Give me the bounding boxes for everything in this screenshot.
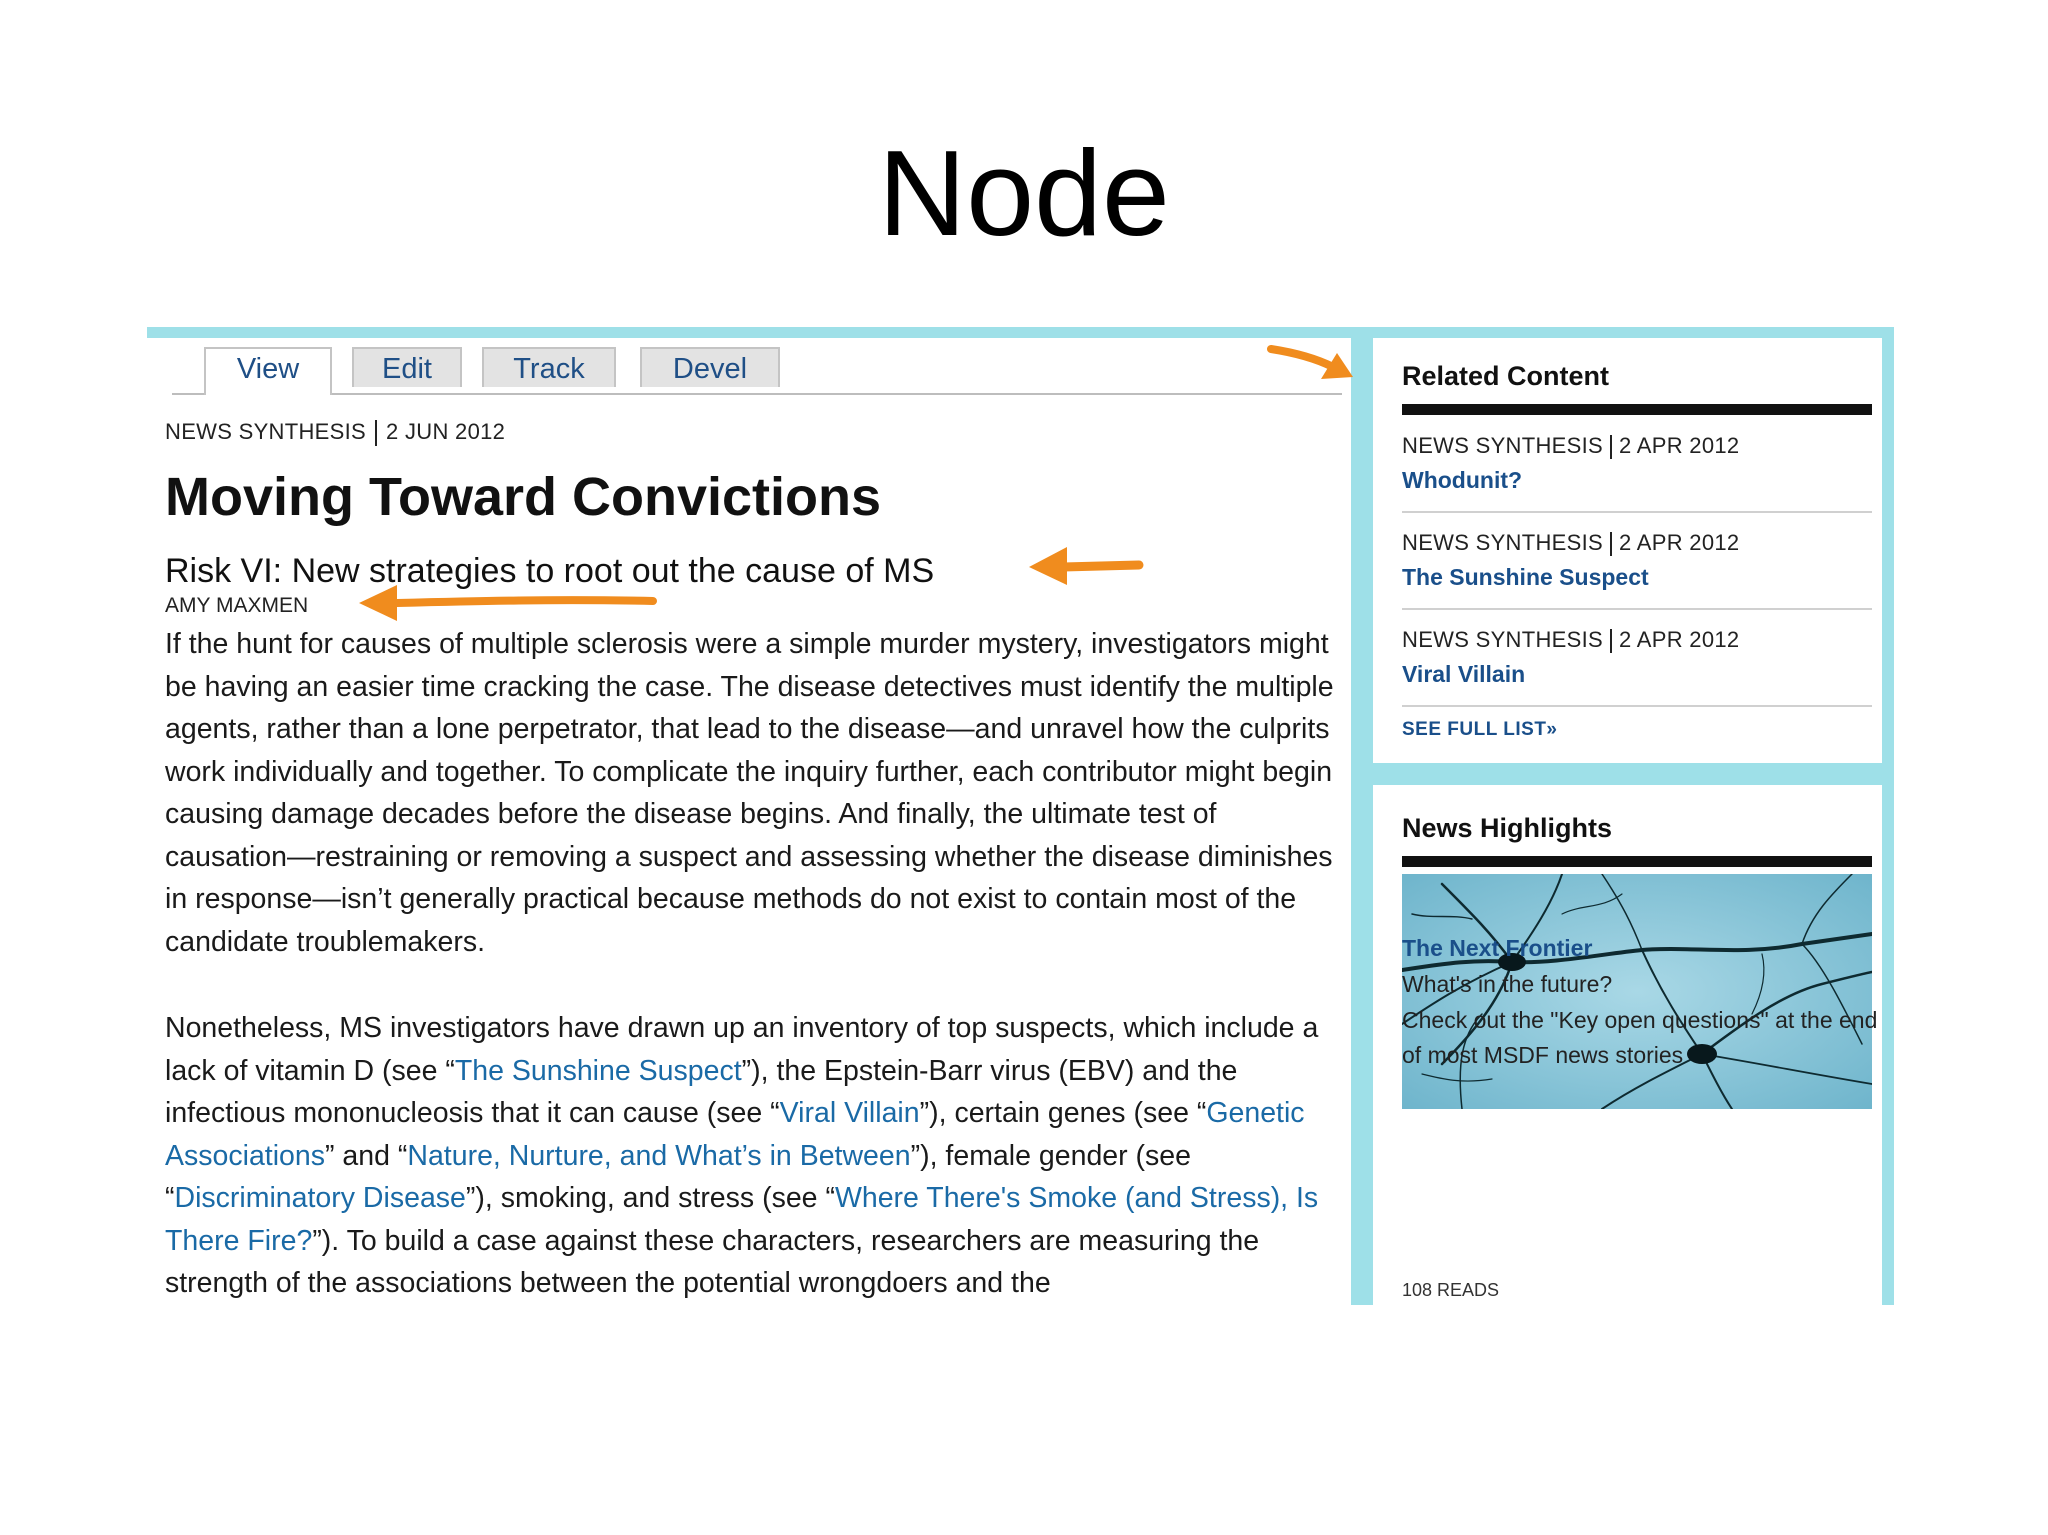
link-sunshine-suspect[interactable]: The Sunshine Suspect [454,1054,742,1087]
article-paragraph-2: Nonetheless, MS investigators have drawn up an inventory of top suspects, which include a lack of vitamin D (see “The Sunshine Suspect”), the Epstein-Barr virus (EBV) and the infectious mononucleosis that it can cause (see “Viral Villain”), certain genes (see “Genetic Associations” and “Nature, Nurture, and What’s in Between”), female gender (see “Discriminatory Disease”), smoking, and stress (see “Where There's Smoke (and Stress), Is There Fire?”). To build a case against these characters, researchers are measuring the strength of the associations between the potential wrongdoers and the [165,1012,1319,1299]
arrow-left-icon [357,583,657,623]
news-highlights-heading: News Highlights [1402,813,1613,843]
article-date: 2 JUN 2012 [386,419,506,444]
related-link-viral-villain[interactable]: Viral Villain [1402,661,1526,687]
node-tabs [172,347,1342,395]
sidebar-separator [1373,763,1882,785]
slide-title: Node [878,125,1170,261]
article-title: Moving Toward Convictions [165,467,882,527]
tab-track[interactable]: Track [482,347,616,387]
right-border [1882,327,1894,1305]
link-nature-nurture[interactable]: Nature, Nurture, and What’s in Between [407,1139,911,1172]
divider [1402,608,1872,610]
column-divider [1351,327,1373,1305]
link-smoke-stress[interactable]: Where There's Smoke (and Stress), Is There Fire? [165,1182,1319,1257]
related-link-whodunit[interactable]: Whodunit? [1402,467,1523,493]
tab-devel[interactable]: Devel [640,347,780,387]
see-full-list-link[interactable]: SEE FULL LIST» [1402,719,1558,740]
arrow-right-icon [1267,339,1357,389]
article-paragraph-1: If the hunt for causes of multiple sclerosis were a simple murder mystery, investigators might be having an easier time cracking the case. The disease detectives must identify the multiple agents, rather than a lone perpetrator, that lead to the disease—and unravel how the culprits work individually and together. To complicate the inquiry further, each contributor might begin causing damage decades before the disease begins. And finally, the ultimate test of causation—restraining or removing a suspect and assessing whether the disease diminishes in response—isn’t generally practical because methods do not exist to contain most of the candidate troublemakers. [165,628,1334,958]
divider [1402,705,1872,707]
related-link-sunshine-suspect[interactable]: The Sunshine Suspect [1402,564,1649,590]
highlight-description: Check out the "Key open questions" at the end of most MSDF news stories [1402,1007,1878,1068]
related-item-meta: NEWS SYNTHESIS 2 APR 2012 [1402,433,1740,458]
highlight-title-link[interactable]: The Next Frontier [1402,935,1593,961]
related-item-meta: NEWS SYNTHESIS 2 APR 2012 [1402,530,1740,555]
divider [1402,511,1872,513]
top-border [147,327,1894,338]
related-content-heading: Related Content [1402,361,1610,391]
link-genetic-associations[interactable]: Genetic Associations [165,1097,1305,1172]
related-item-meta: NEWS SYNTHESIS 2 APR 2012 [1402,627,1740,652]
article-meta [165,419,505,446]
tab-view[interactable]: View [204,347,332,395]
read-count: 108 READS [1402,1280,1500,1300]
heading-rule [1402,856,1872,867]
arrow-left-icon [1027,545,1147,589]
link-discriminatory-disease[interactable]: Discriminatory Disease [174,1182,466,1214]
article-section: NEWS SYNTHESIS [165,419,367,444]
article-subtitle: Risk VI: New strategies to root out the cause of MS [165,552,935,590]
heading-rule [1402,404,1872,415]
highlight-teaser: What's in the future? [1402,971,1613,997]
tab-edit[interactable]: Edit [352,347,462,387]
webpage-screenshot [147,327,1894,1305]
article-author: AMY MAXMEN [165,594,309,617]
link-viral-villain[interactable]: Viral Villain [779,1097,920,1129]
